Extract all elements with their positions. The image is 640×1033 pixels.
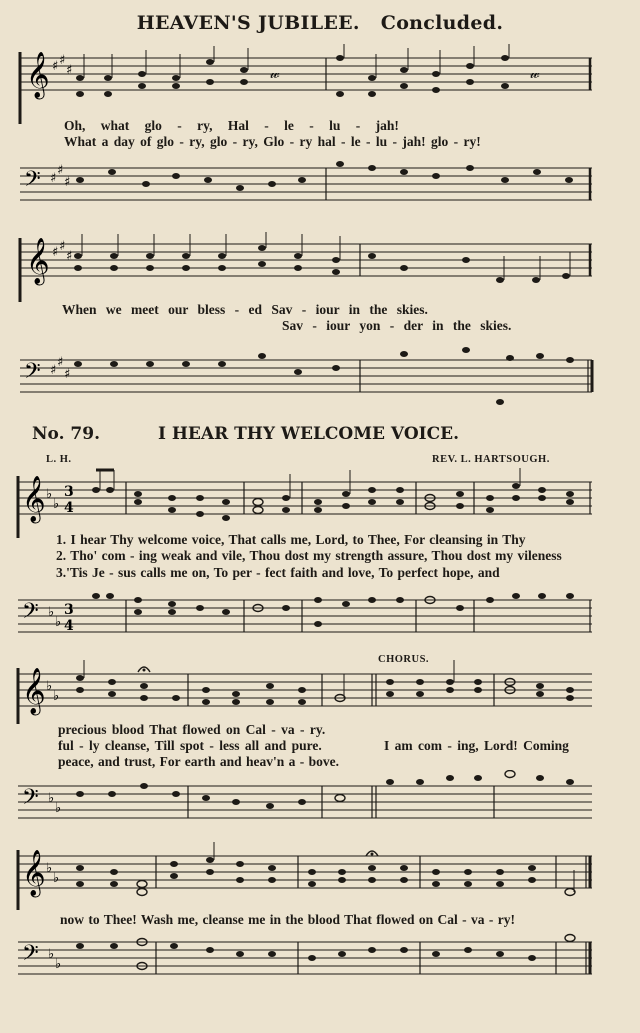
hymn2-number: No. 79.: [32, 424, 100, 444]
svg-text:3: 3: [64, 484, 74, 500]
hymn1-system2-treble-staff: [0, 232, 640, 302]
svg-text:♭: ♭: [53, 871, 60, 886]
hymn1-system2-lyric-line2: Sav - iour yon - der in the skies.: [282, 318, 512, 333]
svg-text:𝄞: 𝄞: [22, 476, 46, 522]
svg-text:𝄞: 𝄞: [22, 850, 46, 896]
svg-text:4: 4: [64, 618, 74, 634]
hymn1-title: HEAVEN'S JUBILEE.: [136, 12, 360, 34]
chorus-label: CHORUS.: [378, 654, 430, 665]
svg-text:♯: ♯: [64, 367, 71, 382]
svg-text:♯: ♯: [52, 245, 59, 260]
svg-text:4: 4: [64, 500, 74, 516]
svg-text:𝓌: 𝓌: [270, 66, 280, 82]
hymn2-system2-verse2: ful - ly cleanse, Till spot - less all and pure.: [58, 738, 322, 753]
hymn2-system1-verse2: 2. Tho' com - ing weak and vile, Thou dost my strength assure, Thou dost my vileness: [56, 548, 562, 563]
svg-text:𝄞: 𝄞: [22, 668, 46, 714]
svg-text:𝄢: 𝄢: [22, 941, 39, 971]
svg-text:♯: ♯: [52, 59, 59, 74]
hymn1-system1-lyric-line1: Oh, what glo - ry, Hal - le - lu - jah!: [64, 118, 399, 133]
svg-text:♭: ♭: [55, 801, 62, 816]
hymn2-system1-verse3: 3.'Tis Je - sus calls me on, To per - fect faith and love, To perfect hope, and: [56, 565, 500, 580]
hymn2-system3-bass-staff: [0, 930, 640, 990]
svg-text:♯: ♯: [50, 171, 57, 186]
hymn2-system2-bass-staff: [0, 770, 640, 830]
svg-text:𝓌: 𝓌: [530, 66, 540, 82]
hymn1-system1-treble-staff: [0, 44, 640, 124]
hymn2-author-left: L. H.: [46, 454, 72, 465]
hymn2-system2-verse1: precious blood That flowed on Cal - va - ry.: [58, 722, 326, 737]
hymn1-system2-bass-staff: [0, 346, 640, 410]
svg-text:♭: ♭: [46, 679, 53, 694]
svg-text:♯: ♯: [59, 239, 66, 254]
hymn2-system2-chorus: I am com - ing, Lord! Coming: [384, 738, 569, 753]
hymn2-system1-verse1: 1. I hear Thy welcome voice, That calls me, Lord, to Thee, For cleansing in Thy: [56, 532, 526, 547]
svg-text:3: 3: [64, 602, 74, 618]
hymn2-system1-bass-staff: [0, 586, 640, 642]
svg-text:♭: ♭: [53, 689, 60, 704]
svg-text:𝄢: 𝄢: [22, 599, 39, 629]
hymn1-system1-bass-staff: [0, 160, 640, 220]
svg-text:♭: ♭: [53, 497, 60, 512]
svg-text:𝄞: 𝄞: [26, 238, 50, 284]
svg-text:♭: ♭: [48, 791, 55, 806]
svg-text:♯: ♯: [57, 355, 64, 370]
svg-text:𝄢: 𝄢: [22, 785, 39, 815]
hymn2-system3-lyric: now to Thee! Wash me, cleanse me in the blood That flowed on Cal - va - ry!: [60, 912, 516, 927]
hymn2-system3-treble-staff: [0, 840, 640, 910]
svg-text:♯: ♯: [66, 63, 73, 78]
hymn1-system2-lyric-line1: When we meet our bless - ed Sav - iour in the skies.: [62, 302, 428, 317]
svg-text:♭: ♭: [55, 615, 62, 630]
hymn-title-heavens-jubilee: [0, 12, 640, 34]
svg-text:♯: ♯: [59, 53, 66, 68]
hymn1-subtitle: Concluded.: [380, 12, 504, 34]
hymn2-system2-verse3: peace, and trust, For earth and heav'n a - bove.: [58, 754, 339, 769]
hymn2-system2-treble-staff: [0, 660, 640, 724]
svg-text:𝄞: 𝄞: [26, 52, 50, 98]
svg-text:♭: ♭: [46, 487, 53, 502]
hymn1-system1-lyric-line2: What a day of glo - ry, glo - ry, Glo - ry hal - le - lu - jah! glo - ry!: [64, 134, 481, 149]
svg-text:♭: ♭: [48, 605, 55, 620]
svg-text:𝄢: 𝄢: [24, 167, 41, 197]
svg-text:♭: ♭: [46, 861, 53, 876]
svg-text:♯: ♯: [50, 363, 57, 378]
svg-text:𝄢: 𝄢: [24, 359, 41, 389]
svg-text:♯: ♯: [66, 249, 73, 264]
svg-text:♭: ♭: [48, 947, 55, 962]
svg-text:♯: ♯: [64, 175, 71, 190]
hymn2-author-right: REV. L. HARTSOUGH.: [432, 454, 550, 465]
svg-text:♭: ♭: [55, 957, 62, 972]
hymn2-system1-treble-staff: [0, 468, 640, 538]
svg-text:♯: ♯: [57, 163, 64, 178]
hymn2-title: I HEAR THY WELCOME VOICE.: [158, 424, 459, 444]
